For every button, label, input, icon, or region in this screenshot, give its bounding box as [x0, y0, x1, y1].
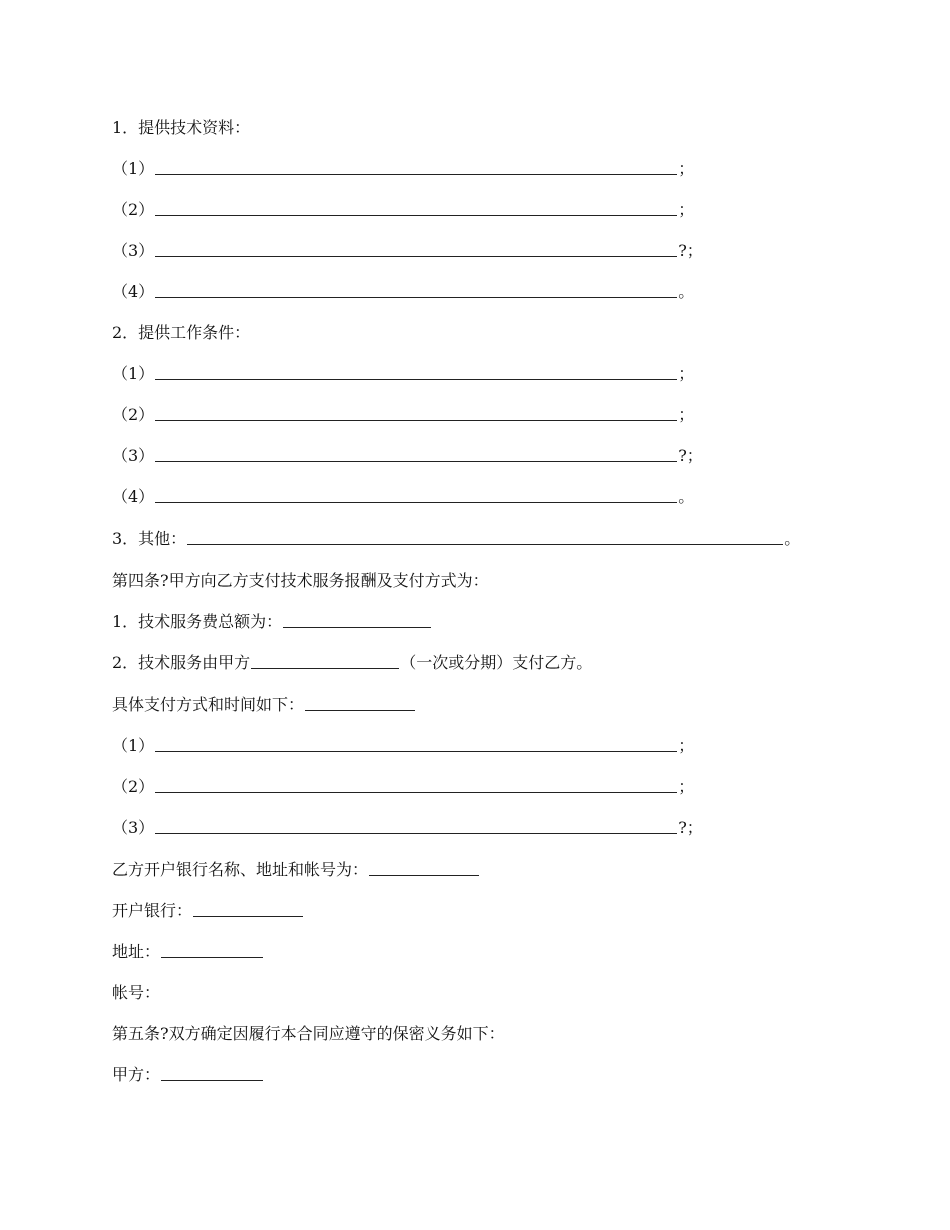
fill-in-blank[interactable] [305, 709, 415, 711]
line-text: 地址： [112, 942, 161, 961]
line-text: 具体支付方式和时间如下： [112, 695, 305, 714]
document-line [112, 150, 694, 180]
document-line [112, 562, 489, 592]
line-suffix: ?； [678, 241, 703, 260]
fill-in-blank[interactable] [251, 667, 399, 669]
line-text: （3） [112, 818, 155, 837]
fill-in-blank[interactable] [155, 378, 677, 380]
document-line [112, 809, 703, 839]
line-text: （3） [112, 241, 155, 260]
document-line [112, 478, 694, 508]
line-text: 开户银行： [112, 901, 193, 920]
document-line [112, 355, 694, 385]
document-line [112, 768, 694, 798]
line-text: （4） [112, 487, 155, 506]
fill-in-blank[interactable] [155, 791, 677, 793]
fill-in-blank[interactable] [155, 750, 677, 752]
document-line [112, 1015, 505, 1045]
line-text: （1） [112, 364, 155, 383]
line-suffix: ； [678, 736, 695, 755]
line-suffix: ?； [678, 446, 703, 465]
document-line [112, 191, 694, 221]
fill-in-blank[interactable] [155, 832, 677, 834]
line-suffix: ?； [678, 818, 703, 837]
document-line [112, 273, 694, 303]
document-line [112, 314, 250, 344]
line-text: 第四条?甲方向乙方支付技术服务报酬及支付方式为： [112, 571, 489, 590]
line-text: （1） [112, 736, 155, 755]
document-line [112, 974, 160, 1004]
document-line [112, 727, 694, 757]
document-line [112, 396, 694, 426]
line-suffix: ； [678, 405, 695, 424]
line-text: 1．提供技术资料： [112, 118, 251, 137]
document-line [112, 603, 432, 633]
line-text: 乙方开户银行名称、地址和帐号为： [112, 860, 369, 879]
line-text: （2） [112, 777, 155, 796]
line-text: 2．技术服务由甲方 [112, 653, 251, 672]
line-suffix: （一次或分期）支付乙方。 [400, 653, 593, 672]
document-line [112, 892, 304, 922]
line-text: 1．技术服务费总额为： [112, 612, 283, 631]
fill-in-blank[interactable] [193, 915, 303, 917]
line-suffix: 。 [678, 487, 695, 506]
fill-in-blank[interactable] [155, 255, 677, 257]
document-line [112, 1056, 264, 1086]
line-suffix: ； [678, 200, 695, 219]
line-text: 甲方： [112, 1065, 161, 1084]
fill-in-blank[interactable] [155, 173, 677, 175]
document-line [112, 232, 703, 262]
line-suffix: ； [678, 777, 695, 796]
line-text: （2） [112, 200, 155, 219]
document-line [112, 644, 592, 674]
line-text: （2） [112, 405, 155, 424]
fill-in-blank[interactable] [155, 460, 677, 462]
line-suffix: ； [678, 364, 695, 383]
line-text: 第五条?双方确定因履行本合同应遵守的保密义务如下： [112, 1024, 505, 1043]
document-line [112, 686, 416, 716]
line-text: 2．提供工作条件： [112, 323, 251, 342]
line-text: 3．其他： [112, 529, 187, 548]
fill-in-blank[interactable] [283, 626, 431, 628]
line-text: （4） [112, 282, 155, 301]
fill-in-blank[interactable] [155, 296, 677, 298]
fill-in-blank[interactable] [161, 1079, 263, 1081]
fill-in-blank[interactable] [187, 543, 783, 545]
fill-in-blank[interactable] [369, 874, 479, 876]
document-line [112, 109, 250, 139]
fill-in-blank[interactable] [155, 419, 677, 421]
line-text: （1） [112, 159, 155, 178]
line-suffix: 。 [678, 282, 695, 301]
document-line [112, 520, 800, 550]
fill-in-blank[interactable] [155, 214, 677, 216]
fill-in-blank[interactable] [161, 956, 263, 958]
fill-in-blank[interactable] [155, 501, 677, 503]
document-line [112, 437, 703, 467]
line-text: 帐号： [112, 983, 161, 1002]
document-line [112, 933, 264, 963]
line-text: （3） [112, 446, 155, 465]
line-suffix: ； [678, 159, 695, 178]
line-suffix: 。 [784, 529, 801, 548]
document-line [112, 851, 480, 881]
